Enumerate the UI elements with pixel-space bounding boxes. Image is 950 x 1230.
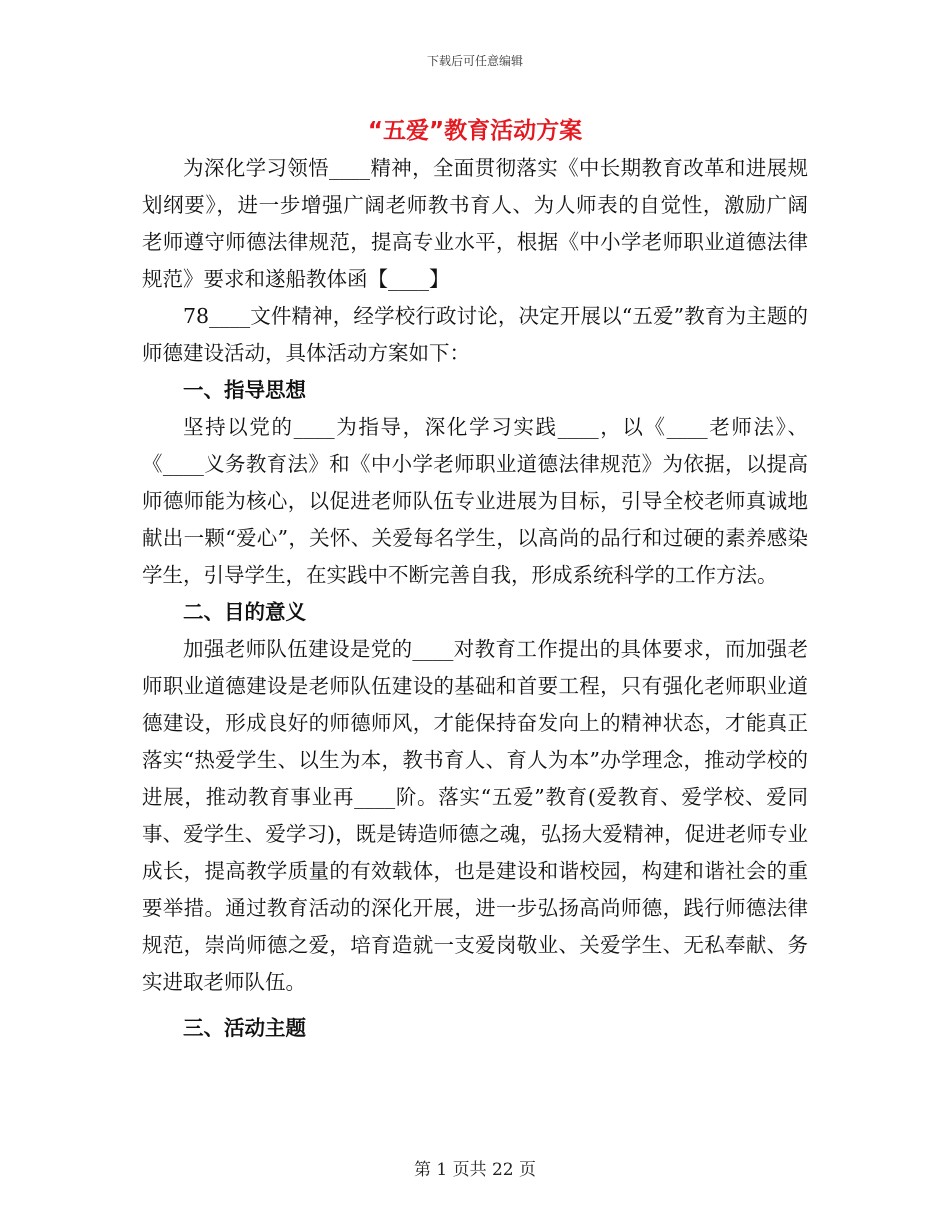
page-header-note: 下载后可任意编辑 bbox=[426, 54, 523, 68]
document-body bbox=[142, 150, 808, 1047]
document-title: “五爱”教育活动方案 bbox=[367, 118, 583, 144]
intro-paragraph-continued: 78____文件精神，经学校行政讨论，决定开展以“五爱”教育为主题的师德建设活动，具体活动方案如下： bbox=[142, 304, 808, 365]
section-2-heading: 二、目的意义 bbox=[183, 600, 306, 624]
page-number-footer: 第 1 页共 22 页 bbox=[413, 1160, 537, 1180]
section-3-heading: 三、活动主题 bbox=[183, 1016, 306, 1040]
section-1-heading: 一、指导思想 bbox=[183, 378, 306, 402]
section-2-paragraph: 加强老师队伍建设是党的____对教育工作提出的具体要求，而加强老师职业道德建设是老师队伍建设的基础和首要工程，只有强化老师职业道德建设，形成良好的师德师风，才能保持奋发向上的精神状态，才能真正落实“热爱学生、以生为本，教书育人、育人为本”办学理念，推动学校的进展，推动教育事业再____阶。落实“五爱”教育(爱教育、爱学校、爱同事、爱学生、爱学习)，既是铸造师德之魂，弘扬大爱精神，促进老师专业成长，提高教学质量的有效载体，也是建设和谐校园，构建和谐社会的重要举措。通过教育活动的深化开展，进一步弘扬高尚师德，践行师德法律规范，崇尚师德之爱，培育造就一支爱岗敬业、关爱学生、无私奉献、务实进取老师队伍。 bbox=[142, 637, 808, 994]
section-1-paragraph: 坚持以党的____为指导，深化学习实践____，以《____老师法》、《____义务教育法》和《中小学老师职业道德法律规范》为依据，以提高师德师能为核心，以促进老师队伍专业进展为目标，引导全校老师真诚地献出一颗“爱心”，关怀、关爱每名学生，以高尚的品行和过硬的素养感染学生，引导学生，在实践中不断完善自我，形成系统科学的工作方法。 bbox=[142, 415, 808, 587]
intro-paragraph: 为深化学习领悟____精神，全面贯彻落实《中长期教育改革和进展规划纲要》，进一步增强广阔老师教书育人、为人师表的自觉性，激励广阔老师遵守师德法律规范，提高专业水平，根据《中小学老师职业道德法律规范》要求和遂船教体函【____】 bbox=[142, 156, 808, 291]
